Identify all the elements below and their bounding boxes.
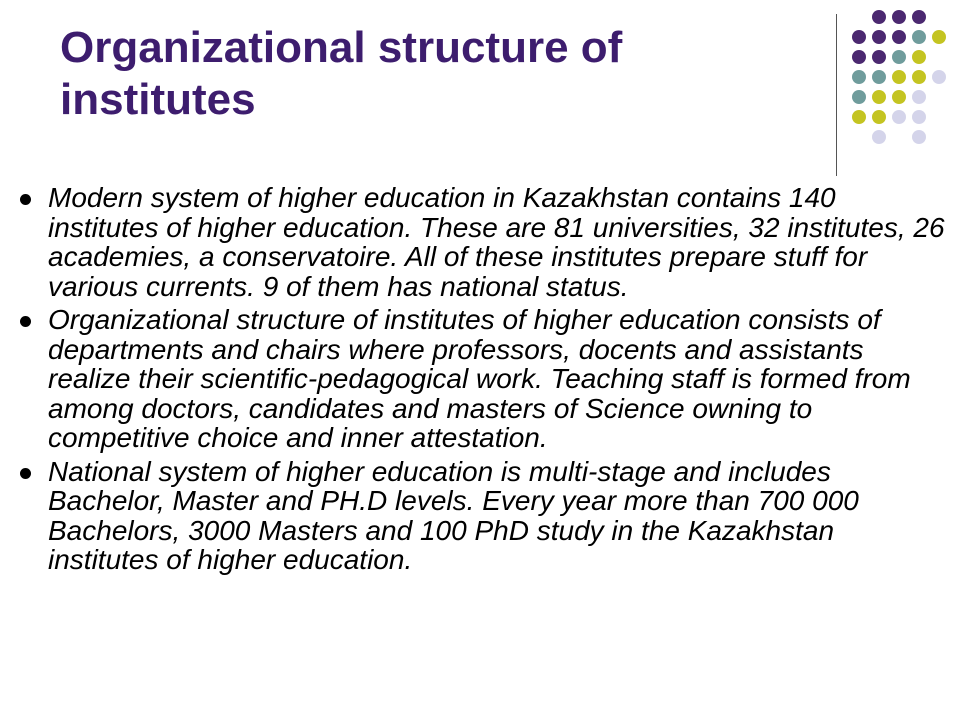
decor-dot [912,110,926,124]
decor-dot [912,130,926,144]
decor-dot [872,90,886,104]
decor-dot [892,90,906,104]
decor-dot [912,90,926,104]
bullet-text: Modern system of higher education in Kazakhstan contains 140 institutes of higher education. These are 81 universities, 32 institutes, 26 academies, a conservatoire. All of these institutes prepare stuff for various currents. 9 of them has national status. [48,182,945,302]
bullet-item [18,183,948,301]
bullet-list [18,183,948,575]
bullet-dot-icon [20,316,31,327]
bullet-text: Organizational structure of institutes of higher education consists of departments and chairs where professors, docents and assistants realize their scientific-pedagogical work. Teaching staff is formed from among doctors, candidates and masters of Science owning to competitive choice and inner attestation. [48,304,911,453]
decor-dot [912,10,926,24]
decor-dot [872,30,886,44]
decor-dot [872,10,886,24]
decorative-dot-grid [848,10,948,160]
bullet-dot-icon [20,468,31,479]
decor-dot [852,90,866,104]
decor-dot [892,50,906,64]
decor-dot [852,70,866,84]
decor-dot [912,30,926,44]
bullet-text: National system of higher education is multi-stage and includes Bachelor, Master and PH.D levels. Every year more than 700 000 Bachelors, 3000 Masters and 100 PhD study in the Kazakhstan institutes of higher education. [48,455,859,575]
decor-dot [892,110,906,124]
slide-title: Organizational structure of institutes [60,23,623,124]
decor-dot [852,30,866,44]
decor-dot [872,70,886,84]
decor-dot [932,30,946,44]
bullet-item [18,457,948,575]
decor-dot [872,130,886,144]
bullet-item [18,305,948,453]
decor-dot [932,70,946,84]
decor-dot [892,10,906,24]
title-divider-line [836,14,837,176]
decor-dot [852,110,866,124]
decor-dot [892,70,906,84]
decor-dot [852,50,866,64]
bullet-dot-icon [20,194,31,205]
decor-dot [872,110,886,124]
decor-dot [872,50,886,64]
decor-dot [892,30,906,44]
decor-dot [912,50,926,64]
decor-dot [912,70,926,84]
slide-body [18,183,948,579]
